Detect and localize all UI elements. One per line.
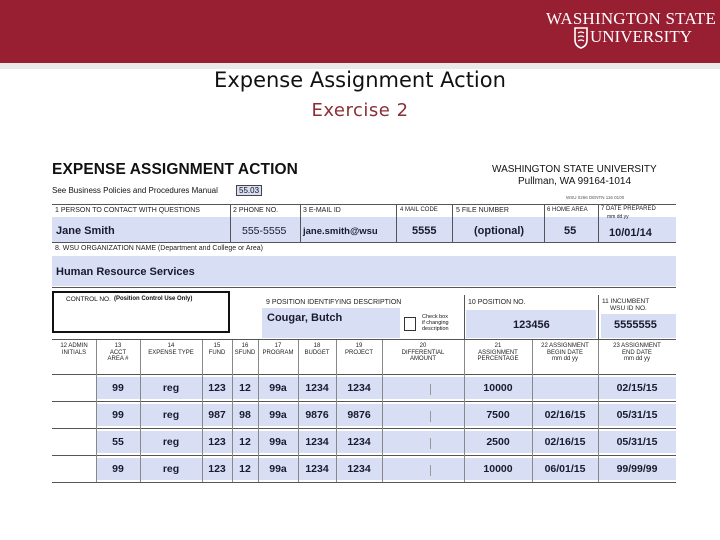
logo-line2: UNIVERSITY: [590, 27, 692, 46]
col-divider: [532, 340, 533, 482]
col-divider: [544, 204, 545, 242]
divider: [52, 287, 676, 288]
checkbox-text-line: if changing: [422, 320, 449, 326]
checkbox-text-line: Check box: [422, 314, 448, 320]
checkbox-text: [422, 314, 449, 332]
mail-code-label: 4 MAIL CODE: [400, 207, 438, 213]
column-header-budget: [298, 343, 336, 356]
mail-code-value: 5555: [412, 225, 437, 237]
column-header-line: ASSIGNMENT: [478, 349, 518, 356]
cell-fund: 123: [208, 382, 226, 394]
column-header-line: 13: [114, 343, 122, 349]
cell-budget: 1234: [305, 436, 329, 448]
column-header-line: INITIALS: [61, 349, 87, 356]
change-description-checkbox[interactable]: [404, 317, 416, 331]
col-divider: [396, 204, 397, 242]
date-sub-label: mm dd yy: [607, 214, 629, 220]
cell-fund: 987: [208, 409, 226, 421]
cell-end-date: 05/31/15: [616, 409, 658, 421]
incumbent-value: 5555555: [614, 319, 657, 331]
tick-mark: [430, 411, 431, 422]
col-divider: [96, 340, 97, 482]
slide-title: Expense Assignment Action: [214, 68, 506, 92]
cell-begin-date: 02/16/15: [544, 409, 586, 421]
shield-icon: [574, 27, 588, 49]
cell-sfund: 98: [239, 409, 251, 421]
column-header-line: 18: [313, 343, 321, 349]
email-value: jane.smith@wsu: [303, 226, 378, 237]
divider: [52, 242, 676, 243]
cell-sfund: 12: [239, 436, 251, 448]
expense-form: [46, 158, 676, 488]
row-divider: [52, 482, 676, 483]
column-header-line: mm dd yy: [623, 356, 650, 362]
col-divider: [258, 340, 259, 482]
column-header-line: ACCT: [109, 349, 127, 356]
form-university: WASHINGTON STATE UNIVERSITY: [492, 164, 657, 175]
col-divider: [140, 340, 141, 482]
org-value: Human Resource Services: [56, 266, 195, 278]
logo-line1: WASHINGTON STATE: [546, 9, 717, 28]
cell-acct: 99: [112, 409, 124, 421]
col-divider: [598, 295, 599, 339]
row-divider: [52, 428, 676, 429]
divider: [52, 204, 676, 205]
cell-budget: 1234: [305, 382, 329, 394]
column-header-line: SFUND: [234, 349, 256, 356]
cell-program: 99a: [269, 409, 287, 421]
cell-percentage: 10000: [483, 463, 513, 475]
col-divider: [464, 295, 465, 339]
column-header-fund: [202, 343, 232, 356]
home-area-label: 6 HOME AREA: [547, 207, 588, 213]
tick-mark: [430, 384, 431, 395]
column-header-line: FUND: [208, 349, 226, 356]
column-header-line: mm dd yy: [551, 356, 578, 362]
column-header-line: END DATE: [622, 349, 652, 356]
column-header-line: BUDGET: [304, 349, 330, 356]
cell-percentage: 10000: [483, 382, 513, 394]
column-header-line: 17: [274, 343, 282, 349]
cell-budget: 9876: [305, 409, 329, 421]
column-header-line: 20: [419, 343, 427, 349]
checkbox-text-line: description: [422, 326, 449, 332]
col-divider: [300, 204, 301, 242]
file-number-label: 5 FILE NUMBER: [456, 207, 509, 214]
column-header-expense-type: [140, 343, 202, 356]
cell-project: 1234: [347, 463, 371, 475]
cell-project: 9876: [347, 409, 371, 421]
slide-subtitle: Exercise 2: [311, 100, 409, 121]
column-header-line: EXPENSE TYPE: [148, 349, 194, 356]
column-header-line: 16: [241, 343, 249, 349]
cell-program: 99a: [269, 436, 287, 448]
cell-end-date: 02/15/15: [616, 382, 658, 394]
posno-label: 10 POSITION NO.: [468, 299, 526, 306]
cell-begin-date: 06/01/15: [544, 463, 586, 475]
manual-ref: 55.03: [236, 185, 262, 196]
row-divider: [52, 401, 676, 402]
row-divider: [52, 374, 676, 375]
row-divider: [52, 455, 676, 456]
desc-value: Cougar, Butch: [267, 312, 343, 324]
control-box: [52, 291, 230, 333]
incumbent-label-line: WSU ID NO.: [610, 305, 647, 312]
org-label: 8. WSU ORGANIZATION NAME (Department and College or Area): [55, 245, 263, 252]
cell-expense-type: reg: [162, 382, 180, 394]
cell-acct: 99: [112, 382, 124, 394]
column-header-line: 21: [494, 343, 502, 349]
cell-budget: 1234: [305, 463, 329, 475]
column-header-line: BEGIN DATE: [547, 349, 583, 356]
col-divider: [336, 340, 337, 482]
cell-end-date: 99/99/99: [616, 463, 658, 475]
column-header-line: 22 ASSIGNMENT: [541, 343, 589, 349]
column-header-line: PROJECT: [344, 349, 373, 356]
desc-label: 9 POSITION IDENTIFYING DESCRIPTION: [266, 299, 402, 306]
person-value: Jane Smith: [56, 225, 115, 237]
wsu-logo: [546, 7, 717, 55]
incumbent-label-line: 11 INCUMBENT: [602, 298, 650, 305]
col-divider: [230, 204, 231, 242]
column-header-differential: [382, 343, 464, 363]
cell-expense-type: reg: [162, 463, 180, 475]
cell-percentage: 2500: [486, 436, 510, 448]
column-header-line: 14: [167, 343, 175, 349]
posno-value: 123456: [513, 319, 550, 331]
cell-acct: 99: [112, 463, 124, 475]
cell-project: 1234: [347, 382, 371, 394]
form-number: WSU 0266 DENTN 116 0100: [566, 195, 625, 200]
col-divider: [202, 340, 203, 482]
phone-value: 555-5555: [242, 225, 287, 237]
cell-expense-type: reg: [162, 409, 180, 421]
cell-acct: 55: [112, 436, 124, 448]
column-header-acct: [96, 343, 140, 363]
cell-sfund: 12: [239, 463, 251, 475]
manual-text: See Business Policies and Procedures Manual: [52, 186, 218, 195]
column-header-begin-date: [532, 343, 598, 363]
control-note: (Position Control Use Only): [114, 296, 193, 302]
person-label: 1 PERSON TO CONTACT WITH QUESTIONS: [55, 207, 200, 214]
column-header-sfund: [232, 343, 258, 356]
column-header-line: PERCENTAGE: [477, 356, 519, 362]
column-header-admin: [52, 343, 96, 356]
cell-fund: 123: [208, 436, 226, 448]
column-header-line: 23 ASSIGNMENT: [613, 343, 661, 349]
home-area-value: 55: [564, 225, 577, 237]
column-header-line: AMOUNT: [410, 356, 436, 362]
file-number-value: (optional): [474, 225, 525, 237]
column-header-percentage: [464, 343, 532, 363]
column-header-line: 19: [355, 343, 363, 349]
column-header-project: [336, 343, 382, 356]
cell-percentage: 7500: [486, 409, 510, 421]
column-header-line: PROGRAM: [262, 349, 294, 356]
column-header-line: AREA #: [107, 356, 129, 362]
col-divider: [298, 340, 299, 482]
phone-label: 2 PHONE NO.: [233, 207, 279, 214]
form-title: EXPENSE ASSIGNMENT ACTION: [52, 161, 298, 178]
column-header-line: DIFFERENTIAL: [401, 349, 445, 356]
col-divider: [382, 340, 383, 482]
cell-begin-date: 02/16/15: [544, 436, 586, 448]
col-divider: [598, 204, 599, 242]
column-header-line: 12 ADMIN: [60, 343, 88, 349]
col-divider: [464, 340, 465, 482]
cell-program: 99a: [269, 382, 287, 394]
col-divider: [232, 340, 233, 482]
col-divider: [598, 340, 599, 482]
divider: [52, 339, 676, 340]
form-city: Pullman, WA 99164-1014: [518, 176, 632, 187]
cell-project: 1234: [347, 436, 371, 448]
header-banner: [0, 0, 720, 63]
cell-end-date: 05/31/15: [616, 436, 658, 448]
cell-sfund: 12: [239, 382, 251, 394]
tick-mark: [430, 438, 431, 449]
date-prepared-value: 10/01/14: [609, 227, 652, 239]
control-label: CONTROL NO.: [66, 296, 111, 303]
email-label: 3 E-MAIL ID: [303, 207, 341, 214]
cell-program: 99a: [269, 463, 287, 475]
col-divider: [452, 204, 453, 242]
column-header-program: [258, 343, 298, 356]
tick-mark: [430, 465, 431, 476]
cell-expense-type: reg: [162, 436, 180, 448]
incumbent-label: [602, 298, 649, 312]
cell-fund: 123: [208, 463, 226, 475]
column-header-end-date: [598, 343, 676, 363]
date-prepared-label: 7 DATE PREPARED: [601, 206, 656, 212]
column-header-line: 15: [213, 343, 221, 349]
